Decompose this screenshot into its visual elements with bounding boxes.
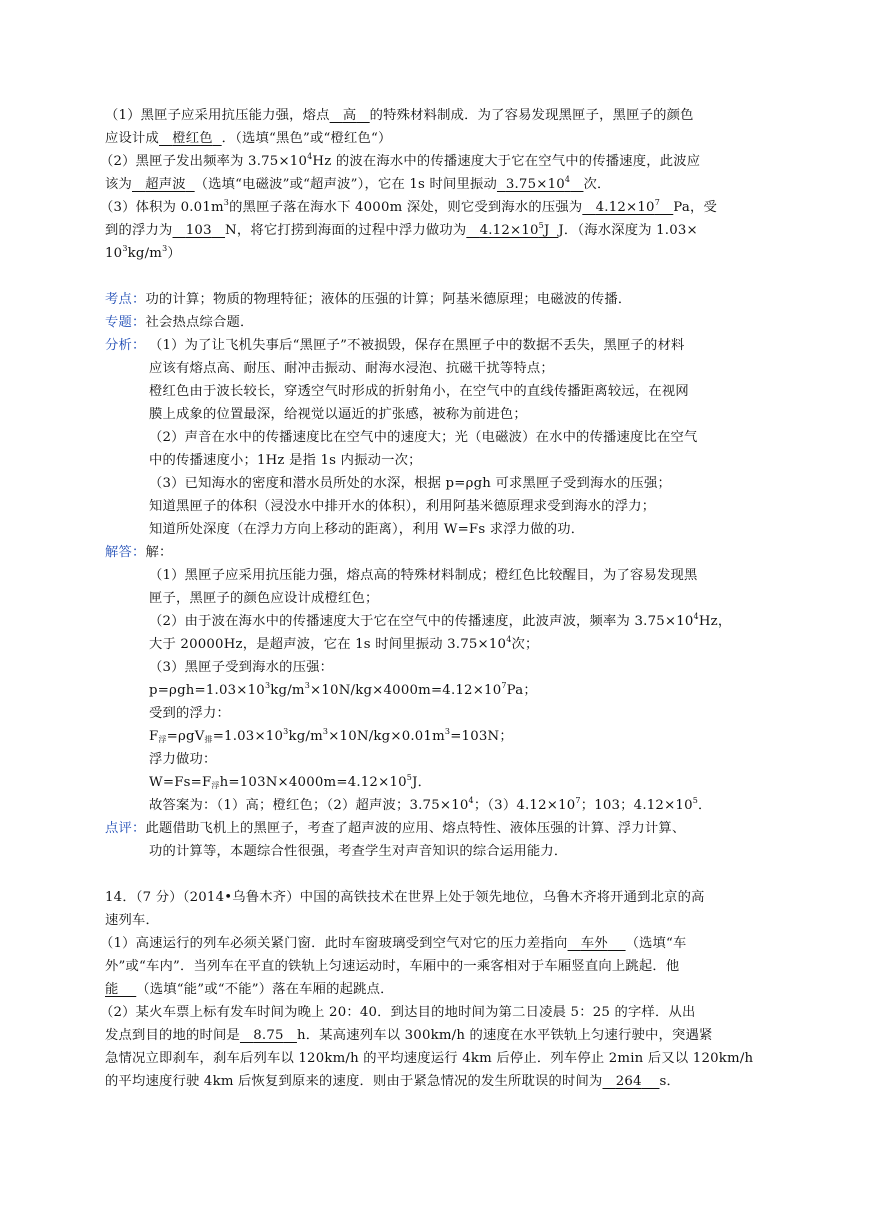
jieda-label: 解答： — [105, 545, 146, 560]
answer-blank: 103 — [185, 223, 212, 238]
kaodian-row — [105, 291, 631, 308]
jieda-line: （1）黑匣子应采用抗压能力强，熔点高的特殊材料制成；橙红色比较醒目，为了容易发现黑 — [149, 568, 698, 583]
q13-part1-line2: 应设计成 橙红色 ．（选填“黑色”或“橙红色“） — [105, 131, 392, 146]
jieda-line: 大于 20000Hz，是超声波，它在 1s 时间里振动 $3.75\times 10^4$次； — [149, 635, 539, 652]
fenxi-line: 知道所处深度（在浮力方向上移动的距离），利用 W=Fs 求浮力做的功． — [149, 522, 585, 537]
q14-part1-line3: 能 （选填“能”或“不能”）落在车厢的起跳点． — [105, 982, 394, 997]
answer-blank: 8.75 — [253, 1028, 284, 1043]
q13-part3-line1: （3）体积为 $0.01m^3$的黑匣子落在海水下 4000m 深处，则它受到海水的压强为 $4.12\times 10^7$ Pa，受 — [100, 198, 717, 215]
answer-blank: $4.12\times 10^7$ — [595, 198, 660, 215]
q14-heading-line2: 速列车． — [105, 913, 159, 928]
zhuanti-text: 社会热点综合题． — [145, 315, 254, 330]
kaodian-label: 考点： — [105, 292, 146, 307]
formula-work: $W=Fs=F_浮h=103N\times 4000m=4.12\times 10^5J$． — [149, 773, 432, 790]
q14-part2-line4: 的平均速度行驶 4km 后恢复到原来的速度．则由于紧急情况的发生所耽误的时间为 264 s． — [105, 1074, 680, 1089]
fenxi-line: 中的传播速度小；1Hz 是指 1s 内振动一次； — [149, 453, 422, 468]
fenxi-line: 知道黑匣子的体积（浸没水中排开水的体积），利用阿基米德原理求受到海水的浮力； — [149, 499, 656, 514]
zhuanti-row — [105, 314, 253, 331]
q14-heading: 14．（7 分）（2014•乌鲁木齐）中国的高铁技术在世界上处于领先地位，乌鲁木齐将开通到北京的高 — [105, 890, 705, 905]
q13-part3-line2: 到的浮力为 103 N，将它打捞到海面的过程中浮力做功为 $4.12\times 10^5J$ J．（海水深度为 1.03× — [105, 221, 698, 238]
answer-blank: 高 — [342, 108, 357, 123]
q14-part1-line2: 外”或“车内”．当列车在平直的铁轨上匀速运动时，车厢中的一乘客相对于车厢竖直向上跳起．他 — [105, 959, 680, 974]
answer-blank: 264 — [615, 1074, 642, 1089]
answer-blank: $4.12\times 10^5J$ — [479, 221, 550, 238]
dianping-row: 点评：此题借助飞机上的黑匣子，考查了超声波的应用、熔点特性、液体压强的计算、浮力计算、 — [105, 821, 686, 836]
q13-part2-line1: （2）黑匣子发出频率为 $3.75\times 10^4Hz$ 的波在海水中的传播速度大于它在空气中的传播速度，此波应 — [100, 152, 701, 169]
q13-part3-line3: $10^3kg/m^3$） — [105, 244, 181, 261]
fenxi-line: 应该有熔点高、耐压、耐冲击振动、耐海水浸泡、抗磁干扰等特点； — [149, 361, 554, 376]
dianping-label: 点评： — [105, 821, 146, 836]
fenxi-label: 分析： — [105, 338, 146, 353]
zhuanti-label: 专题： — [105, 315, 146, 330]
jieda-line: 匣子，黑匣子的颜色应设计成橙红色； — [149, 591, 379, 606]
q13-part2-line2: 该为 超声波 （选填“电磁波”或“超声波”），它在 1s 时间里振动 $3.75\times 10^4$ 次． — [105, 175, 611, 192]
formula-pressure: $p=\rho gh=1.03\times 10^3kg/m^3\times 10N/kg\times 4000m=4.12\times 10^7Pa$； — [149, 681, 537, 698]
answer-blank: $3.75\times 10^4$ — [505, 175, 571, 192]
q14-part2-line1: （2）某火车票上标有发车时间为晚上 20：40．到达目的地时间为第二日凌晨 5：25 的字样．从出 — [100, 1005, 696, 1020]
answer-blank: 橙红色 — [172, 131, 213, 146]
q14-part2-line2: 发点到目的地的时间是 8.75 h．某高速列车以 300km/h 的速度在水平铁轨上匀速行驶中，突遇紧 — [105, 1028, 713, 1043]
jieda-line: （3）黑匣子受到海水的压强： — [149, 660, 334, 675]
dianping-line: 功的计算等，本题综合性很强，考查学生对声音知识的综合运用能力． — [149, 844, 568, 859]
q14-part2-line3: 急情况立即刹车，刹车后列车以 120km/h 的平均速度运行 4km 后停止．列车停止 2min 后又以 120km/h — [105, 1051, 754, 1066]
answer-blank: 能 — [105, 982, 119, 997]
jieda-line: 浮力做功： — [149, 752, 217, 767]
answer-blank: 车外 — [580, 936, 608, 951]
jieda-row: 解答：解： — [105, 545, 173, 560]
formula-buoyancy: $F_浮=\rho gV_排=1.03\times 10^3kg/m^3\times 10N/kg\times 0.01m^3=103N$； — [149, 727, 513, 744]
jieda-line: 受到的浮力： — [149, 706, 230, 721]
answer-blank: 超声波 — [145, 177, 186, 192]
fenxi-line: 橙红色由于波长较长，穿透空气时形成的折射角小，在空气中的直线传播距离较远，在视网 — [149, 384, 689, 399]
fenxi-line: （1）为了让飞机失事后“黑匣子”不被损毁，保存在黑匣子中的数据不丢失，黑匣子的材料 — [149, 338, 685, 353]
final-answer: 故答案为：（1）高；橙红色；（2）超声波；$3.75\times 10^4$；$(3)4.12\times 10^7$；103；$4.12\times 10^5$． — [149, 796, 712, 813]
jieda-line: （2）由于波在海水中的传播速度大于它在空气中的传播速度，此波声波，频率为 $3.75\times 10^4Hz$， — [149, 612, 732, 629]
fenxi-line: （3）已知海水的密度和潜水员所处的水深，根据 p=ρgh 可求黑匣子受到海水的压强； — [149, 476, 671, 491]
kaodian-text: 功的计算；物质的物理特征；液体的压强的计算；阿基米德原理；电磁波的传播． — [145, 292, 632, 307]
fenxi-line: （2）声音在水中的传播速度比在空气中的速度大；光（电磁波）在水中的传播速度比在空气 — [149, 430, 698, 445]
fenxi-line: 膜上成象的位置最深，给视觉以逼近的扩张感，被称为前进色； — [149, 407, 527, 422]
q13-part1-line1: （1）黑匣子应采用抗压能力强，熔点 高 的特殊材料制成．为了容易发现黑匣子，黑匣子的颜色 — [105, 108, 694, 123]
q14-part1-line1: （1）高速运行的列车必须关紧门窗．此时车窗玻璃受到空气对它的压力差指向 车外 （选填“车 — [100, 936, 687, 951]
